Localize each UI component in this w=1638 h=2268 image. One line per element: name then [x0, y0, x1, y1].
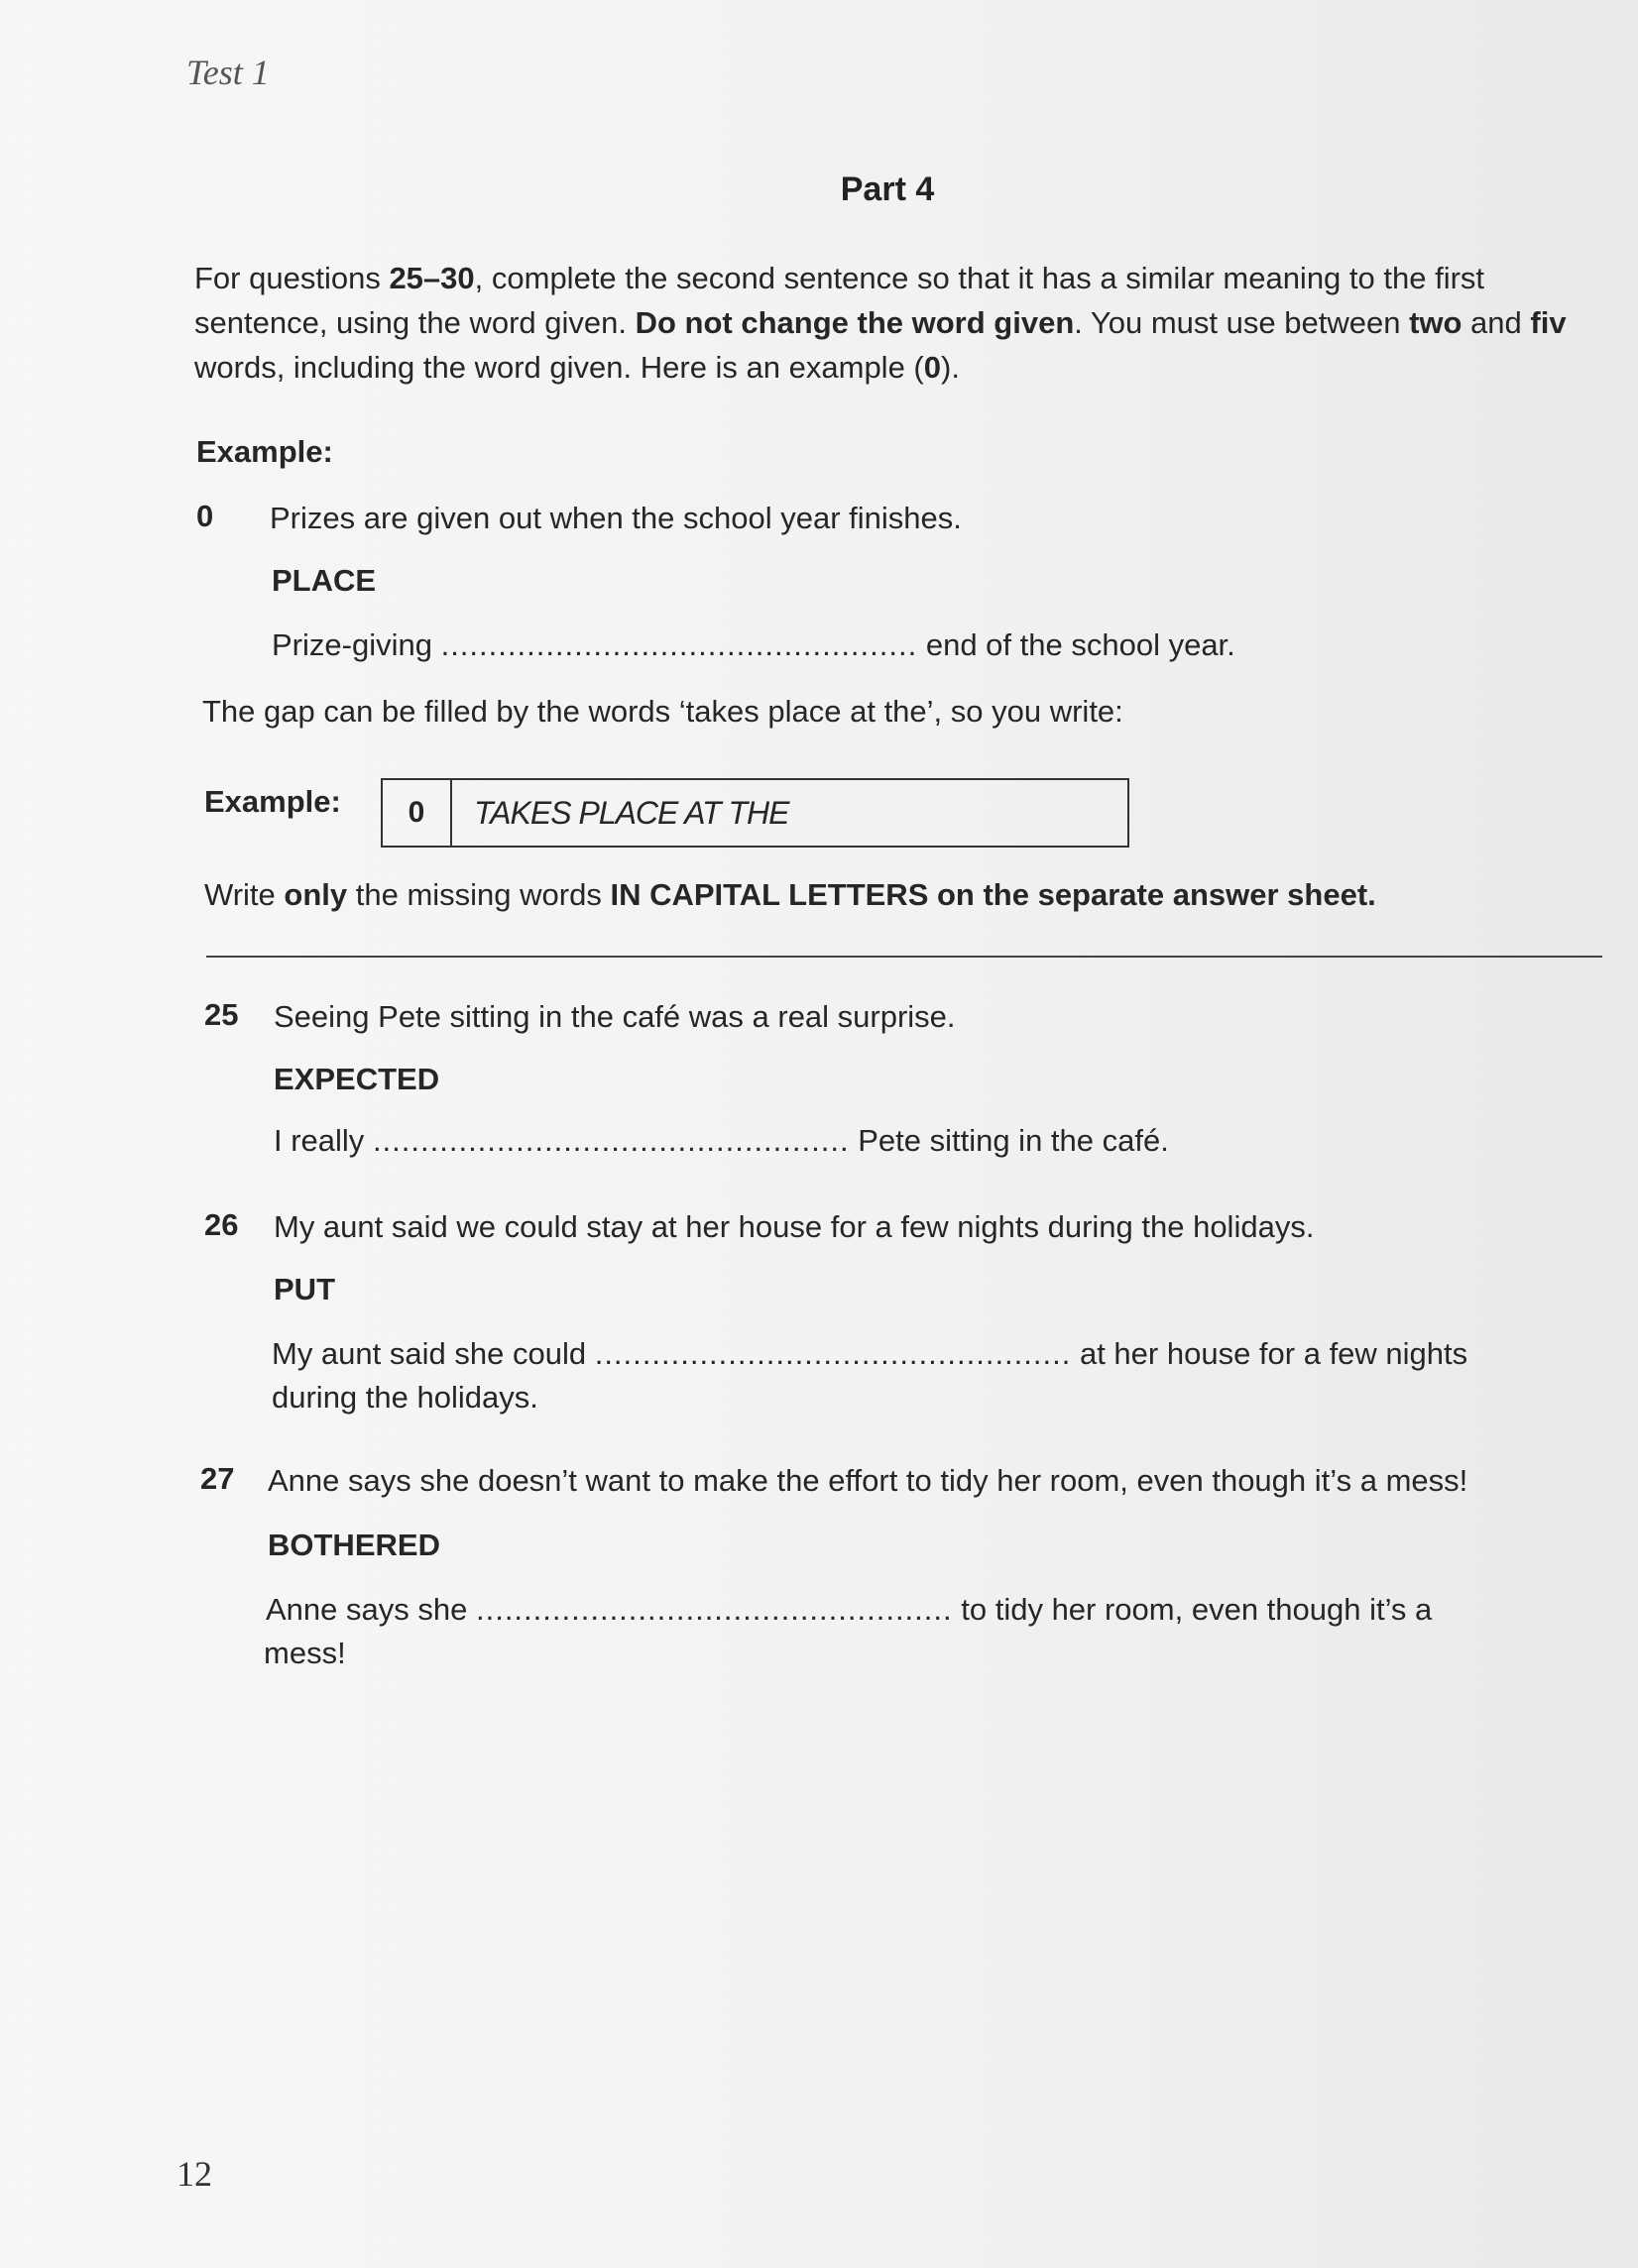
question-gapped-sentence: Anne says she .................................................. to tidy her room, even though it’s a	[266, 1592, 1433, 1627]
question-key-word: PUT	[274, 1272, 335, 1306]
example-heading: Example:	[196, 434, 333, 469]
example-sentence: Prizes are given out when the school year finishes.	[270, 501, 962, 535]
question-key-word: EXPECTED	[274, 1062, 440, 1096]
question-gapped-continuation: mess!	[264, 1636, 346, 1670]
question-number: 26	[204, 1207, 239, 1242]
question-gapped-continuation: during the holidays.	[272, 1380, 538, 1415]
example-item	[196, 499, 213, 534]
question-gapped-sentence: I really .................................................. Pete sitting in the café.	[274, 1123, 1169, 1158]
question-sentence: Anne says she doesn’t want to make the effort to tidy her room, even though it’s a mess!	[268, 1463, 1468, 1498]
divider-line	[206, 956, 1602, 958]
example-number: 0	[196, 499, 214, 533]
capital-letters-instruction: Write only the missing words IN CAPITAL LETTERS on the separate answer sheet.	[204, 877, 1376, 912]
example-explanation: The gap can be filled by the words ‘takes place at the’, so you write:	[202, 694, 1123, 729]
question-sentence: My aunt said we could stay at her house for a few nights during the holidays.	[274, 1209, 1315, 1244]
question-key-word: BOTHERED	[268, 1528, 440, 1562]
example-answer-box	[381, 778, 1129, 848]
running-header: Test 1	[186, 53, 270, 92]
answer-box-text: TAKES PLACE AT THE	[474, 794, 789, 831]
example-key-word: PLACE	[272, 563, 377, 598]
instructions-paragraph: For questions 25–30, complete the second sentence so that it has a similar meaning to the first sentence, using the word given. Do not change the word given. You must use between two and fiv words, including the word given. Here is an example (0).	[194, 261, 1567, 385]
question-number: 27	[200, 1461, 235, 1496]
question-sentence: Seeing Pete sitting in the café was a real surprise.	[274, 999, 956, 1034]
example-gapped-sentence: Prize-giving .................................................. end of the school year.	[272, 627, 1235, 662]
question-number: 25	[204, 997, 239, 1032]
answer-box-number: 0	[383, 780, 452, 846]
part-title: Part 4	[840, 170, 935, 208]
answer-example-label: Example:	[204, 784, 341, 819]
page-number: 12	[176, 2154, 212, 2194]
question-gapped-sentence: My aunt said she could .................................................. at her house for a few nights	[272, 1336, 1468, 1371]
